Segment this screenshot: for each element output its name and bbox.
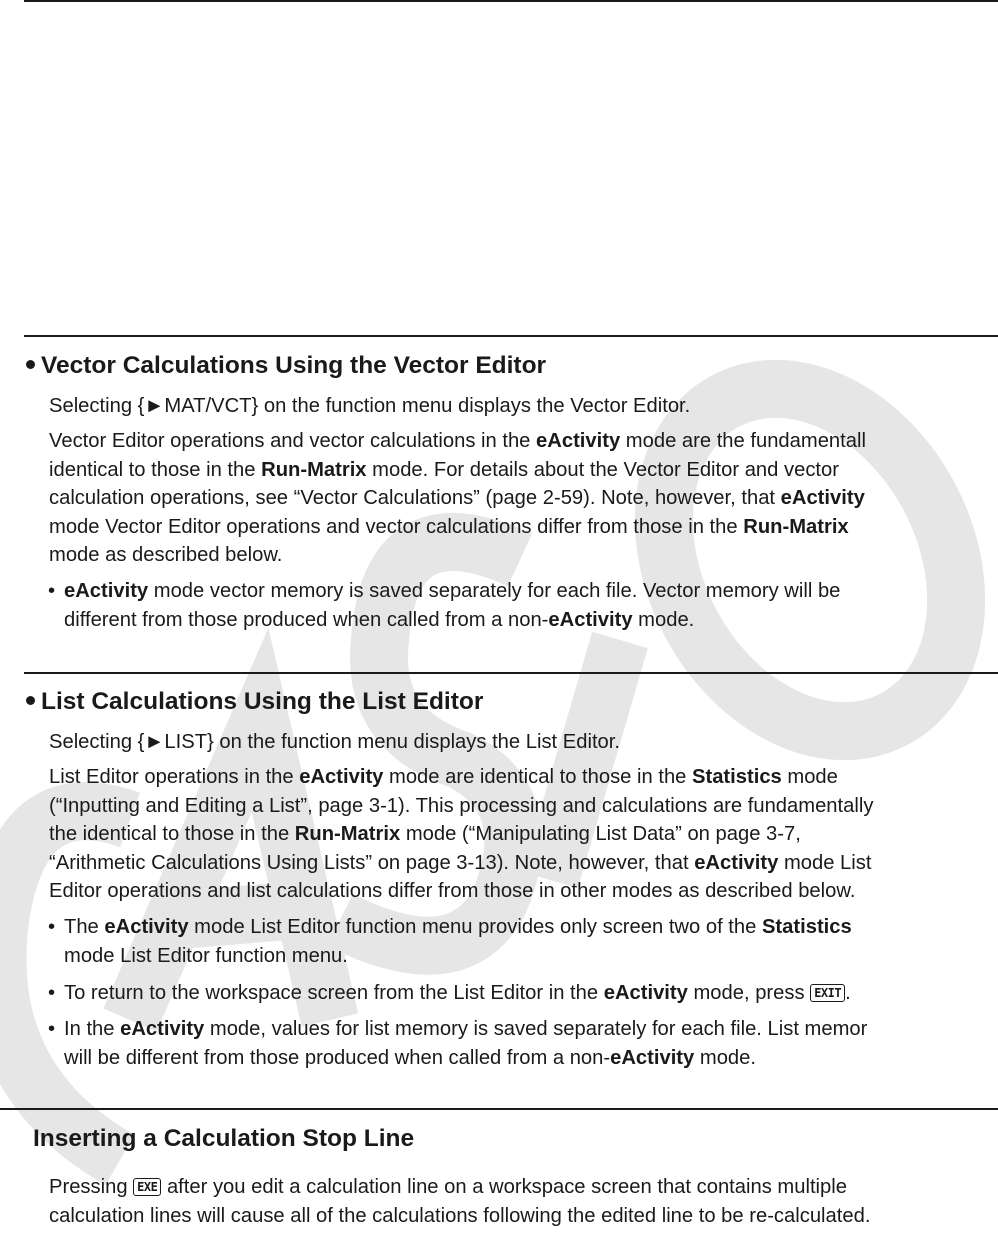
paragraph: Selecting {►MAT/VCT} on the function menu displays the Vector Editor. — [49, 395, 691, 417]
list-item: • To return to the workspace screen from the List Editor in the eActivity mode, press EXIT . — [48, 982, 851, 1004]
section-rule — [24, 672, 998, 674]
exe-key-icon: EXE — [133, 1178, 161, 1196]
paragraph: Selecting {►LIST} on the function menu displays the List Editor. — [49, 731, 620, 753]
paragraph: Pressing EXE after you edit a calculation line on a workspace screen that contains multiple calculation lines will cause all of the calculations following the edited line to be re-calculated. — [49, 1176, 871, 1227]
section-title: Vector Calculations Using the Vector Editor — [26, 352, 546, 380]
bullet-dot-icon — [26, 696, 35, 705]
section-rule — [24, 335, 998, 337]
list-item: • In the eActivity mode, values for list memory is saved separately for each file. List memor will be different from those produced when called from a non-eActivity mode. — [48, 1018, 868, 1069]
top-rule — [24, 0, 998, 2]
section-rule — [0, 1108, 998, 1110]
section-title: List Calculations Using the List Editor — [26, 688, 483, 716]
list-item: • eActivity mode vector memory is saved separately for each file. Vector memory will be different from those produced when called from a non-eActivity mode. — [48, 580, 841, 631]
section-title: Inserting a Calculation Stop Line — [33, 1125, 415, 1152]
paragraph: List Editor operations in the eActivity mode are identical to those in the Statistics mode (“Inputting and Editing a List”, page 3-1). This processing and calculations are fundamentally the identical to those in the Run-Matrix mode (“Manipulating List Data” on page 3-7, “Arithmetic Calculations Using Lists” on page 3-13). Note, however, that eActivity mode List Editor operations and list calculations differ from those in other modes as described below. — [49, 766, 874, 903]
exit-key-icon: EXIT — [810, 984, 845, 1002]
list-item: • The eActivity mode List Editor function menu provides only screen two of the Statistics mode List Editor function menu. — [48, 916, 852, 967]
bullet-dot-icon — [26, 360, 35, 369]
paragraph: Vector Editor operations and vector calculations in the eActivity mode are the fundamentall identical to those in the Run-Matrix mode. For details about the Vector Editor and vector calculation operations, see “Vector Calculations” (page 2-59). Note, however, that eActivity mode Vector Editor operations and vector calculations differ from those in the Run-Matrix mode as described below. — [49, 430, 866, 567]
